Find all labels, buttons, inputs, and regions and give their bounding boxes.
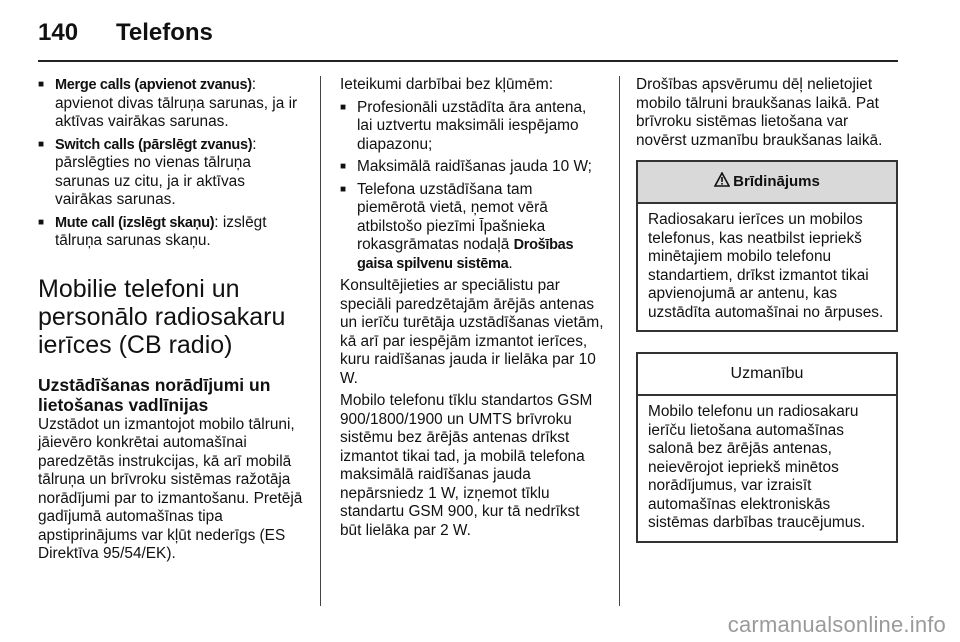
list-item-text: Profesionāli uzstādīta āra antena, lai uztvertu maksimāli iespējamo diapazonu;	[357, 98, 587, 153]
caution-title: Uzmanību	[730, 364, 804, 382]
list-item-merge-calls	[38, 76, 304, 132]
list-item-term: Drošības gaisa spilvenu sistēma	[357, 237, 574, 272]
paragraph: Mobilo telefonu tīklu standartos GSM 900/1800/1900 un UMTS brīvroku sistēmu bez ārējās antenas drīkst izmantot tikai tad, ja mobilā telefona maksimālā raidīšanas jauda nepārsniedz 1 W, izņemot tīklu standartu GSM 900, kur tā nedrīkst būt lielāka par 2 W.	[340, 392, 593, 539]
list-item	[340, 99, 604, 155]
list-item	[340, 158, 604, 177]
list-item-text: Telefona uzstādīšana tam piemērotā vietā, ņemot vērā atbilstošo piezīmi Īpašnieka rokasgrāmatas nodaļā	[357, 180, 548, 253]
caution-box-header	[638, 354, 896, 396]
warning-box-header	[638, 162, 896, 204]
column-divider-1	[320, 76, 321, 606]
warning-body: Radiosakaru ierīces un mobilos telefonus, kas neatbilst iepriekš minētajiem mobilo telefonu standartiem, drīkst izmantot tikai apvienojumā ar antenu, kas uzstādīta automašīnai no ārpuses.	[648, 211, 884, 321]
list-item-switch-calls	[38, 136, 304, 210]
column-divider-2	[619, 76, 620, 606]
paragraph: Uzstādot un izmantojot mobilo tālruni, jāievēro konkrētai automašīnai paredzētās instrukcijas, kā arī mobilā tālruņa un brīvroku sistēmas ražotāja norādījumi par to izmantošanu. Pretējā gadījumā automašīnas tipa apstiprinājums var kļūt nederīgs (ES Direktīva 95/54/EK).	[38, 415, 303, 562]
column-1	[38, 76, 304, 568]
page-number: 140	[38, 19, 79, 46]
caution-body: Mobilo telefonu un radiosakaru ierīču lietošana automašīnas salonā bez ārējās antenas, neievērojot iepriekš minētos norādījumus, var izraisīt automašīnas elektroniskās sistēmas darbības traucējumus.	[648, 403, 866, 531]
list-item-text: : apvienot divas tālruņa sarunas, ja ir aktīvas vairākas sarunas.	[55, 76, 298, 130]
list-item-term: Mute call (izslēgt skaņu)	[55, 214, 215, 231]
warning-title: Brīdinājums	[733, 172, 820, 190]
page-header	[38, 16, 213, 50]
list-item-term: Merge calls (apvienot zvanus)	[55, 77, 252, 93]
column-2	[340, 76, 604, 544]
list-item-text: : pārslēgties no vienas tālruņa sarunas uz citu, ja ir aktīvas vairākas sarunas.	[55, 135, 257, 208]
paragraph: Konsultējieties ar speciālistu par speciāli paredzētajām ārējās antenas un ierīču turētāja uzstādīšanas vietām, kā arī par iespējām izmantot ierīces, kuru raidīšanas jauda ir lielāka par 10 W.	[340, 277, 604, 387]
list-item-text: Maksimālā raidīšanas jauda 10 W;	[357, 158, 592, 175]
header-rule	[38, 60, 898, 62]
page-title: Telefons	[116, 19, 213, 46]
subsection-heading: Uzstādīšanas norādījumi un lietošanas vadlīnijas	[38, 374, 271, 415]
warning-triangle-icon	[714, 172, 730, 193]
list-item	[340, 181, 604, 274]
warning-box	[636, 160, 898, 332]
caution-box	[636, 352, 898, 543]
watermark: carmanualsonline.info	[727, 612, 946, 637]
column-3	[636, 76, 898, 543]
list-item-text: : izslēgt tālruņa sarunas skaņu.	[55, 213, 267, 249]
paragraph-intro: Ieteikumi darbībai bez kļūmēm:	[340, 76, 553, 93]
paragraph-intro: Drošības apsvērumu dēļ nelietojiet mobilo tālruni braukšanas laikā. Pat brīvroku sistēmas lietošana var novērst uzmanību braukšanas laikā.	[636, 76, 883, 149]
list-item-term: Switch calls (pārslēgt zvanus)	[55, 136, 253, 153]
list-item-mute-call	[38, 214, 304, 251]
section-heading: Mobilie telefoni un personālo radiosakaru ierīces (CB radio)	[38, 274, 286, 359]
list-item-suffix: .	[508, 254, 513, 272]
